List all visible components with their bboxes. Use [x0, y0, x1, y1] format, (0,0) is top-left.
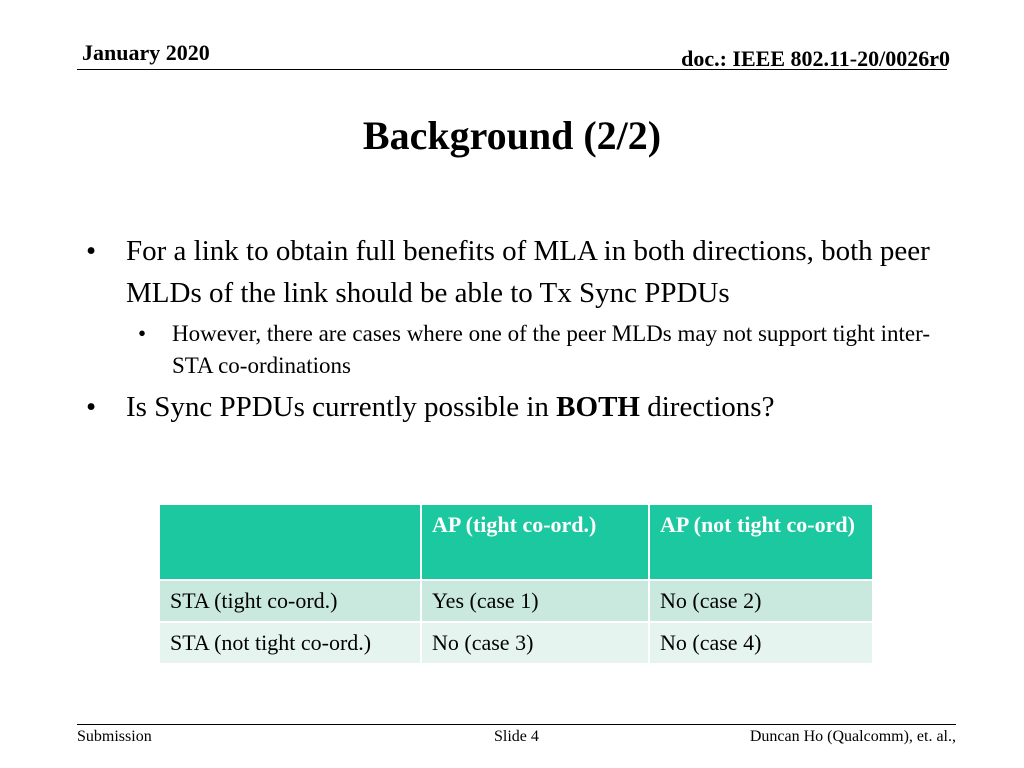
footer-slide-number: Slide 4	[494, 728, 539, 745]
bullet-text-1: For a link to obtain full benefits of MLA in both directions, both peer MLDs of the link should be able to Tx Sync PPDUs	[126, 235, 930, 309]
header-date: January 2020	[82, 40, 210, 65]
footer-divider	[77, 724, 956, 725]
table-row	[159, 622, 873, 664]
footer-author: Duncan Ho (Qualcomm), et. al.,	[749, 728, 956, 745]
slide-title: Background (2/2)	[362, 113, 662, 158]
sub-bullet-marker-icon: •	[138, 321, 147, 346]
header-divider	[77, 69, 947, 70]
table-header-cell: AP (tight co-ord.)	[421, 504, 649, 580]
table-cell: STA (not tight co-ord.)	[159, 622, 421, 664]
footer-submission: Submission	[77, 728, 152, 745]
table-cell: No (case 4)	[649, 622, 873, 664]
bullet-text-2-start: Is Sync PPDUs currently possible in	[126, 391, 557, 423]
table-cell: No (case 2)	[649, 580, 873, 622]
sync-ppdu-table	[158, 503, 874, 665]
sub-bullet-item-1	[82, 318, 962, 382]
table-row	[159, 580, 873, 622]
bullet-item-2	[82, 386, 962, 428]
bullet-marker-icon: •	[86, 391, 97, 423]
table-cell: No (case 3)	[421, 622, 649, 664]
bullet-marker-icon: •	[86, 235, 97, 267]
sub-bullet-text-1: However, there are cases where one of the peer MLDs may not support tight inter-STA co-ordinations	[172, 321, 930, 378]
bullet-item-1	[82, 230, 962, 314]
table-cell: STA (tight co-ord.)	[159, 580, 421, 622]
bullet-text-2-emphasis: BOTH	[556, 391, 640, 423]
table-header-row	[159, 504, 873, 580]
header-doc-id: doc.: IEEE 802.11-20/0026r0	[681, 46, 950, 71]
bullet-list	[82, 230, 962, 428]
table-header-cell: AP (not tight co-ord)	[649, 504, 873, 580]
table-cell: Yes (case 1)	[421, 580, 649, 622]
bullet-text-2-end: directions?	[639, 391, 775, 423]
table-header-cell	[159, 504, 421, 580]
